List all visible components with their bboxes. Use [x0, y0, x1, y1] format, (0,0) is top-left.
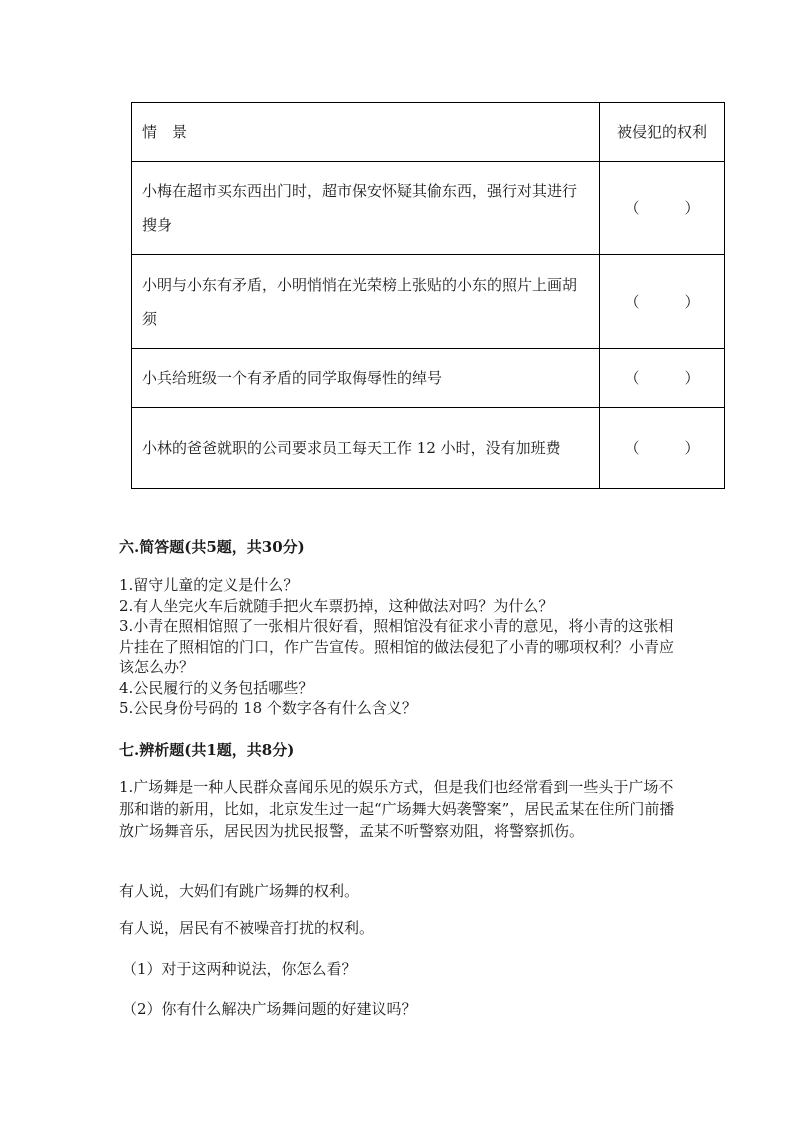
rights-header-label: 被侵犯的权利 — [617, 123, 708, 141]
viewpoint-1: 有人说，大妈们有跳广场舞的权利。 — [119, 882, 360, 900]
table-row — [132, 408, 725, 489]
discussion-paragraph: 1.广场舞是一种人民群众喜闻乐见的娱乐方式，但是我们也经常看到一些头于广场不那和谐的新用，比如，北京发生过一起“广场舞大妈袭警案”，居民孟某在住所门前播放广场舞音乐，居民因为扰民报警，孟某不听警察劝阻，将警察抓伤。 — [119, 778, 675, 840]
question-item: 1.留守儿童的定义是什么？ — [119, 576, 299, 594]
answer-blank[interactable]: （ ） — [600, 255, 725, 349]
scene-cell: 小梅在超市买东西出门时，超市保安怀疑其偷东西，强行对其进行搜身 — [132, 162, 600, 255]
table-header-row — [132, 103, 725, 162]
short-answer-questions — [119, 575, 679, 719]
scene-cell: 小明与小东有矛盾，小明悄悄在光荣榜上张贴的小东的照片上画胡须 — [132, 255, 600, 349]
rights-column-header — [600, 103, 725, 162]
table-row — [132, 255, 725, 349]
table-row — [132, 349, 725, 408]
scene-header-label: 情 景 — [142, 123, 188, 141]
question-item: 4.公民履行的义务包括哪些？ — [119, 678, 314, 697]
table-row — [132, 162, 725, 255]
section-7-title: 七.辨析题(共1题，共8分) — [119, 741, 295, 759]
viewpoint-2: 有人说，居民有不被噪音打扰的权利。 — [119, 919, 375, 937]
section-6-title: 六.简答题(共5题，共30分) — [119, 538, 305, 556]
scene-cell: 小林的爸爸就职的公司要求员工每天工作 12 小时，没有加班费 — [132, 408, 600, 489]
question-item: 3.小青在照相馆照了一张相片很好看，照相馆没有征求小青的意见，将小青的这张相片挂在了照相馆的门口，作广告宣传。照相馆的做法侵犯了小青的哪项权利？小青应该怎么办？ — [119, 617, 675, 676]
answer-blank[interactable]: （ ） — [600, 408, 725, 489]
scene-cell: 小兵给班级一个有矛盾的同学取侮辱性的绰号 — [132, 349, 600, 408]
answer-blank[interactable]: （ ） — [600, 349, 725, 408]
scene-column-header — [132, 103, 600, 162]
question-item: 5.公民身份号码的 18 个数字各有什么含义？ — [119, 699, 417, 717]
sub-question-1: （1）对于这两种说法，你怎么看？ — [122, 960, 357, 978]
sub-question-2: （2）你有什么解决广场舞问题的好建议吗？ — [122, 1000, 417, 1018]
question-item: 2.有人坐完火车后就随手把火车票扔掉，这种做法对吗？为什么？ — [119, 596, 554, 615]
rights-table — [131, 102, 725, 489]
answer-blank[interactable]: （ ） — [600, 162, 725, 255]
